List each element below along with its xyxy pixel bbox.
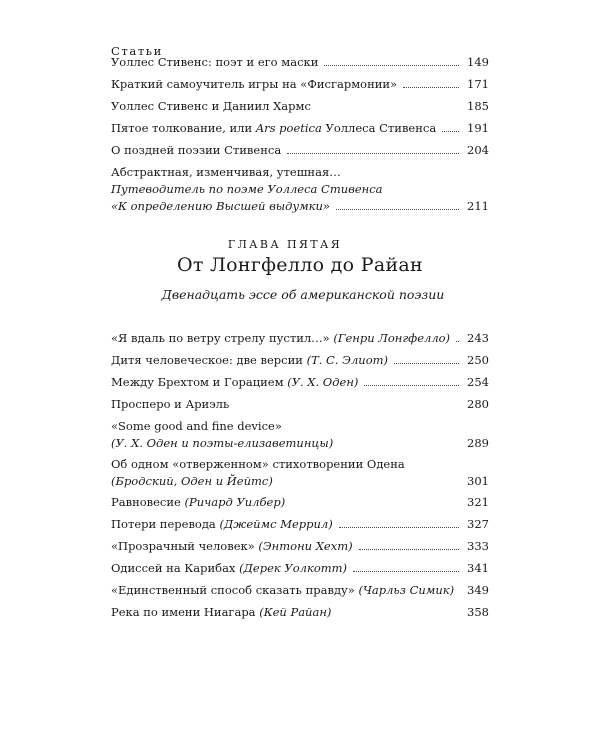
page-number: 301 xyxy=(467,474,489,488)
toc-entry[interactable]: Абстрактная, изменчивая, утешная… Путеводитель по поэме Уоллеса Стивенса «К определению Высшей выдумки» 211 xyxy=(111,165,489,213)
page-number: 185 xyxy=(467,99,489,113)
page-number: 333 xyxy=(467,539,489,553)
page-number: 211 xyxy=(467,199,489,213)
toc-entry[interactable]: «Прозрачный человек» (Энтони Хехт) 333 xyxy=(111,539,489,553)
toc-entry[interactable]: «Some good and fine device» (У. Х. Оден и поэты-елизаветинцы) 289 xyxy=(111,419,489,450)
page-number: 250 xyxy=(467,353,489,367)
toc-entry[interactable]: О поздней поэзии Стивенса 204 xyxy=(111,143,489,157)
toc-entry[interactable]: Между Брехтом и Горацием (У. Х. Оден) 254 xyxy=(111,375,489,389)
section-label: Статьи xyxy=(111,44,163,58)
page-number: 321 xyxy=(467,495,489,509)
toc-entry[interactable]: Потери перевода (Джеймс Меррил) 327 xyxy=(111,517,489,531)
toc-entry[interactable]: Река по имени Ниагара (Кей Райан) 358 xyxy=(111,605,489,619)
page-number: 171 xyxy=(467,77,489,91)
page-number: 349 xyxy=(467,583,489,597)
toc-entry[interactable]: Дитя человеческое: две версии (Т. С. Элиот) 250 xyxy=(111,353,489,367)
chapter-subtitle: Двенадцать эссе об американской поэзии xyxy=(161,287,445,302)
toc-entry[interactable]: Просперо и Ариэль 280 xyxy=(111,397,489,411)
page-number: 289 xyxy=(467,436,489,450)
toc-entry[interactable]: Краткий самоучитель игры на «Фисгармонии» 171 xyxy=(111,77,489,91)
toc-entry[interactable]: Одиссей на Карибах (Дерек Уолкотт) 341 xyxy=(111,561,489,575)
toc-entry[interactable]: Пятое толкование, или Ars poetica Уоллеса Стивенса 191 xyxy=(111,121,489,135)
chapter-label: ГЛАВА ПЯТАЯ xyxy=(227,238,343,251)
toc-entry[interactable]: Уоллес Стивенс и Даниил Хармс 185 xyxy=(111,99,489,113)
toc-entry[interactable]: Уоллес Стивенс: поэт и его маски 149 xyxy=(111,55,489,69)
toc-entry[interactable]: «Единственный способ сказать правду» (Чарльз Симик) 349 xyxy=(111,583,489,597)
page-number: 204 xyxy=(467,143,489,157)
page-number: 243 xyxy=(467,331,489,345)
page-number: 149 xyxy=(467,55,489,69)
page-number: 341 xyxy=(467,561,489,575)
page-number: 254 xyxy=(467,375,489,389)
page-number: 358 xyxy=(467,605,489,619)
page-number: 280 xyxy=(467,397,489,411)
toc-entry[interactable]: «Я вдаль по ветру стрелу пустил…» (Генри Лонгфелло) 243 xyxy=(111,331,489,345)
toc-entry[interactable]: Об одном «отверженном» стихотворении Одена (Бродский, Оден и Йейтс) 301 xyxy=(111,457,489,488)
toc-entry[interactable]: Равновесие (Ричард Уилбер) 321 xyxy=(111,495,489,509)
page-number: 327 xyxy=(467,517,489,531)
chapter-title: От Лонгфелло до Райан xyxy=(176,254,424,276)
page-number: 191 xyxy=(467,121,489,135)
